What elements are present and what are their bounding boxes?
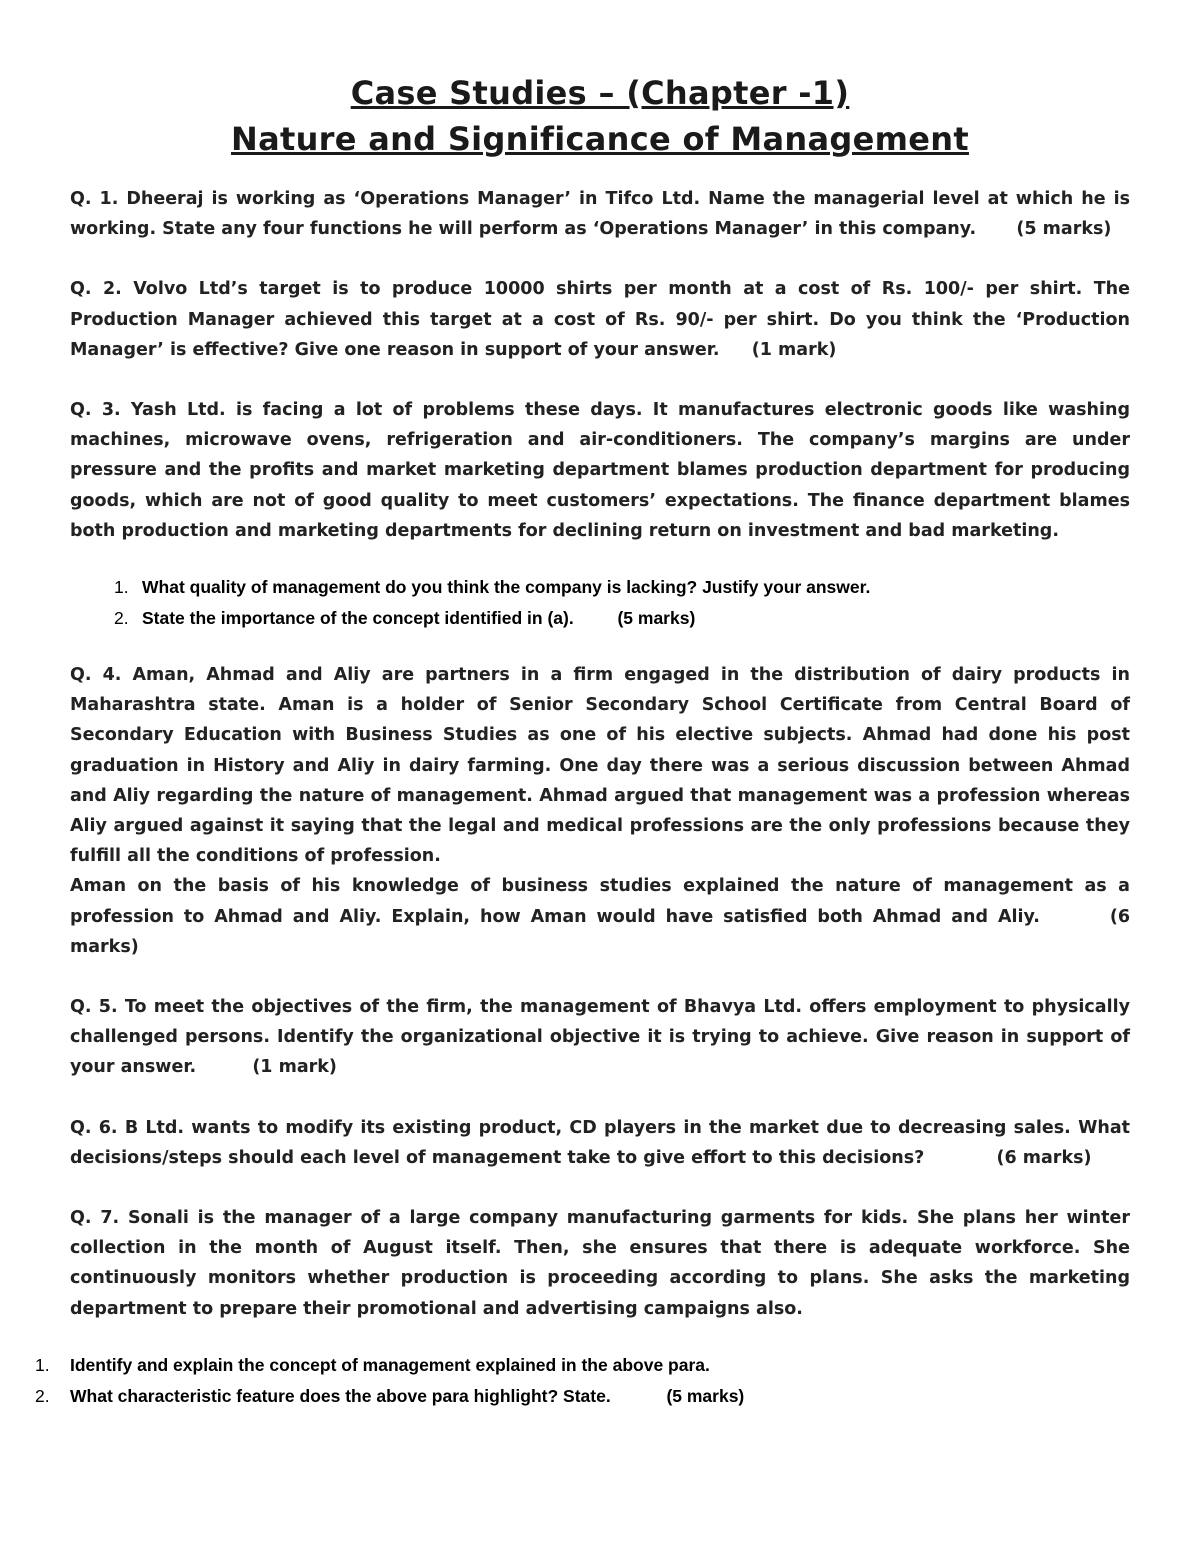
question-text: Q. 1. Dheeraj is working as ‘Operations Manager’ in Tifco Ltd. Name the managerial level at which he is working. State any four functions he will perform as ‘Operations Manager’ in this company. (70, 189, 1130, 240)
subquestion (70, 572, 1130, 603)
subquestion-text: What characteristic feature does the above para highlight? State. (70, 1385, 611, 1406)
question-marks: (1 mark) (252, 1057, 337, 1078)
subquestion-text: Identify and explain the concept of management explained in the above para. (70, 1354, 710, 1375)
question-text: Q. 2. Volvo Ltd’s target is to produce 10000 shirts per month at a cost of Rs. 100/- per shirt. The Production Manager achieved this target at a cost of Rs. 90/- per shirt. Do you think the ‘Production Manager’ is effective? Give one reason in support of your answer. (70, 279, 1130, 360)
title-block (70, 70, 1130, 162)
subquestion-number: 1. (114, 577, 129, 598)
subquestion-marks: (5 marks) (617, 608, 696, 629)
subquestion-number: 2. (114, 608, 129, 629)
question-3 (70, 395, 1130, 546)
question-marks: (6 marks) (996, 1147, 1092, 1168)
question-7-subquestions (0, 1350, 1130, 1412)
question-text: Q. 4. Aman, Ahmad and Aliy are partners in a firm engaged in the distribution of dairy products in Maharashtra state. Aman is a holder of Senior Secondary School Certificate from Central Board of Secondary Education with Business Studies as one of his elective subjects. Ahmad had done his post graduation in History and Aliy in dairy farming. One day there was a serious discussion between Ahmad and Aliy regarding the nature of management. Ahmad argued that management was a profession whereas Aliy argued against it saying that the legal and medical professions are the only professions because they fulfill all the conditions of profession. (70, 665, 1130, 867)
question-4 (70, 660, 1130, 962)
question-marks: (1 mark) (751, 339, 837, 360)
question-text-continued: Aman on the basis of his knowledge of business studies explained the nature of management as a profession to Ahmad and Aliy. Explain, how Aman would have satisfied both Ahmad and Aliy. (70, 876, 1130, 927)
subquestion-text: State the importance of the concept identified in (a). (142, 608, 574, 629)
subquestion (70, 603, 1130, 634)
subquestion-number: 1. (35, 1354, 50, 1375)
question-3-subquestions (70, 572, 1130, 634)
question-text: Q. 3. Yash Ltd. is facing a lot of problems these days. It manufactures electronic goods like washing machines, microwave ovens, refrigeration and air-conditioners. The company’s margins are under pressure and the profits and market marketing department blames production department for producing goods, which are not of good quality to meet customers’ expectations. The finance department blames both production and marketing departments for declining return on investment and bad marketing. (70, 400, 1130, 541)
subquestion-marks: (5 marks) (666, 1385, 745, 1406)
question-text: Q. 5. To meet the objectives of the firm, the management of Bhavya Ltd. offers employment to physically challenged persons. Identify the organizational objective it is trying to achieve. Give reason in support of your answer. (70, 997, 1130, 1078)
question-marks: (6 marks) (70, 906, 1131, 957)
question-7 (70, 1203, 1130, 1324)
question-text: Q. 7. Sonali is the manager of a large company manufacturing garments for kids. She plans her winter collection in the month of August itself. Then, she ensures that there is adequate workforce. She continuously monitors whether production is proceeding according to plans. She asks the marketing department to prepare their promotional and advertising campaigns also. (70, 1208, 1130, 1319)
question-marks: (5 marks) (1016, 219, 1112, 240)
title-line-2: Nature and Significance of Management (231, 120, 969, 158)
question-text: Q. 6. B Ltd. wants to modify its existing product, CD players in the market due to decreasing sales. What decisions/steps should each level of management take to give effort to this decisions? (70, 1117, 1130, 1168)
subquestion (0, 1350, 1130, 1381)
question-6 (70, 1113, 1130, 1173)
document-page (35, 70, 1131, 1438)
subquestion-number: 2. (35, 1385, 50, 1406)
subquestion (0, 1381, 1130, 1412)
question-2 (70, 274, 1130, 365)
title-line-1: Case Studies – (Chapter -1) (350, 74, 850, 112)
question-5 (70, 992, 1130, 1083)
question-1 (70, 184, 1130, 244)
subquestion-text: What quality of management do you think the company is lacking? Justify your answer. (142, 577, 871, 598)
